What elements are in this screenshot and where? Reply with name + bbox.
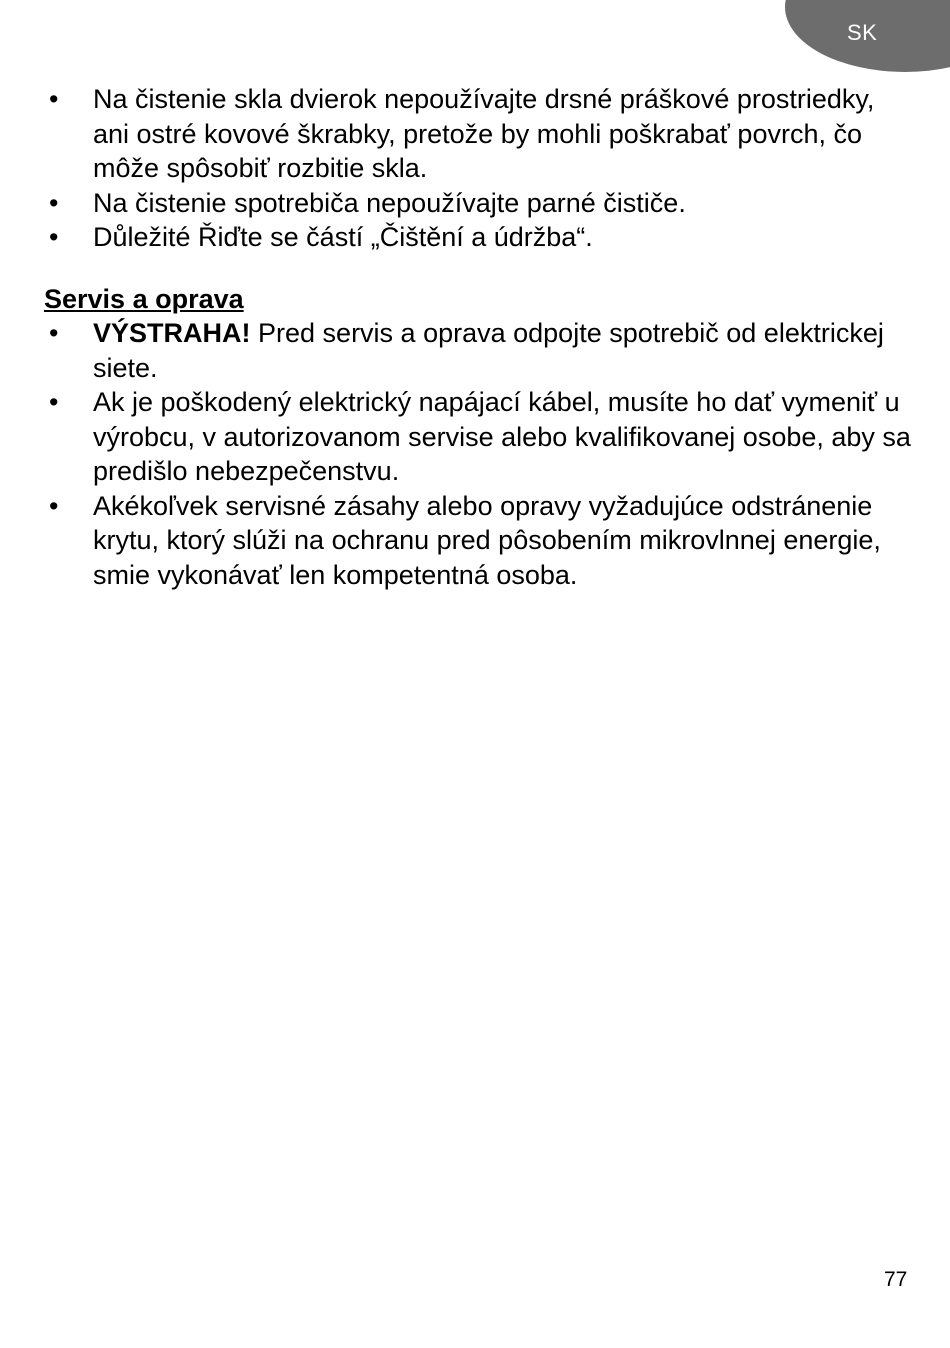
list-item-text: Na čistenie skla dvierok nepoužívajte drsné práškové prostriedky, ani ostré kovové škrabky, pretože by mohli poškrabať povrch, čo môže spôsobiť rozbitie skla. xyxy=(93,84,875,183)
list-item xyxy=(44,385,914,489)
section-heading-service: Servis a oprava xyxy=(44,283,244,314)
warning-label: VÝSTRAHA! xyxy=(93,318,251,348)
service-list xyxy=(44,316,914,592)
bullet-icon: • xyxy=(49,387,59,417)
list-item-text: Důležité Řiďte se částí „Čištění a údržba“. xyxy=(93,222,593,252)
page-content xyxy=(44,82,914,592)
page-number: 77 xyxy=(884,1268,908,1291)
bullet-icon: • xyxy=(49,187,59,218)
cleaning-list xyxy=(44,82,914,255)
list-item-warning xyxy=(44,316,914,385)
bullet-icon: • xyxy=(49,490,59,521)
list-item xyxy=(44,489,914,593)
list-item-text: Akékoľvek servisné zásahy alebo opravy vyžadujúce odstránenie krytu, ktorý slúži na ochranu pred pôsobením mikrovlnnej energie, smie vykonávať len kompetentná osoba. xyxy=(93,490,881,590)
list-item xyxy=(44,220,914,255)
list-item xyxy=(44,186,914,221)
language-tab-label: SK xyxy=(847,20,878,45)
list-item xyxy=(44,82,914,186)
list-item-text: Na čistenie spotrebiča nepoužívajte parné čističe. xyxy=(93,187,686,218)
list-item-text: Ak je poškodený elektrický napájací kábel, musíte ho dať vymeniť u výrobcu, v autorizovanom servise alebo kvalifikovanej osobe, aby sa predišlo nebezpečenstvu. xyxy=(93,387,911,486)
bullet-icon: • xyxy=(49,222,59,252)
warning-text: Pred servis a oprava odpojte spotrebič od elektrickej siete. xyxy=(93,318,884,383)
bullet-icon: • xyxy=(49,318,59,348)
bullet-icon: • xyxy=(49,84,59,114)
